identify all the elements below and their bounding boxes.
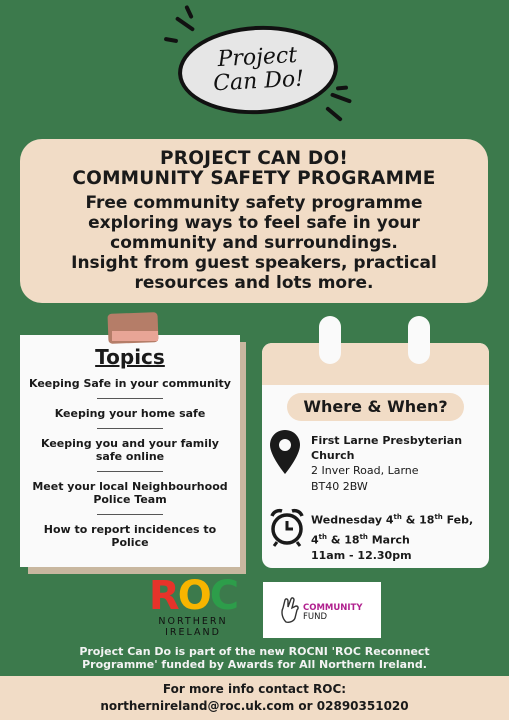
logo-line1: Project: [216, 42, 298, 73]
topics-title: Topics: [95, 345, 165, 369]
topic-divider: [97, 398, 163, 399]
venue-address: [311, 463, 481, 495]
topic-item: Keeping your home safe: [54, 407, 206, 420]
logo-line2: Can Do!: [212, 66, 305, 97]
topic-divider: [97, 471, 163, 472]
programme-description: [20, 193, 488, 293]
contact-details[interactable]: northernireland@roc.uk.com or 02890351020: [100, 699, 409, 713]
title-line1: PROJECT CAN DO!: [159, 148, 349, 169]
calendar-header: [262, 343, 489, 385]
community-fund-text: [303, 604, 363, 622]
topics-note: [20, 335, 240, 567]
session-time: 11am - 12.30pm: [311, 549, 412, 563]
desc-line5: resources and lots more.: [134, 273, 374, 293]
topic-item: Meet your local Neighbourhood Police Team: [32, 480, 228, 506]
desc-line3: community and surroundings.: [110, 233, 398, 253]
venue-line2: Church: [311, 449, 355, 462]
community-fund-logo: [263, 582, 381, 638]
dates-line1: Wednesday 4th & 18th Feb,: [311, 513, 474, 527]
address-line1: 2 Inver Road, Larne: [311, 464, 419, 477]
tape-highlight: [112, 331, 158, 341]
cf-line2: FUND: [303, 612, 328, 622]
topic-divider: [97, 514, 163, 515]
roc-letters: ROC: [148, 573, 238, 619]
desc-line1: Free community safety programme: [85, 193, 423, 213]
roc-subtitle-line2: IRELAND: [165, 627, 221, 638]
topic-item: Keeping Safe in your community: [29, 377, 231, 390]
desc-line2: exploring ways to feel safe in your: [88, 213, 420, 233]
note-line2: Programme' funded by Awards for All Northern Ireland.: [82, 658, 427, 671]
project-can-do-logo: [160, 8, 350, 123]
calendar-ring: [319, 316, 341, 364]
calendar-ring: [408, 316, 430, 364]
session-dates: [311, 509, 491, 564]
alarm-clock-icon: [268, 507, 306, 547]
crossed-fingers-icon: [277, 596, 303, 624]
cf-line1: COMMUNITY: [303, 603, 363, 613]
dates-line2: 4th & 18th March: [311, 532, 410, 547]
roc-logo: [143, 573, 243, 644]
title-line2: COMMUNITY SAFETY PROGRAMME: [72, 168, 436, 189]
venue-line1: First Larne Presbyterian: [311, 434, 463, 447]
address-line2: BT40 2BW: [311, 480, 368, 493]
contact-heading: For more info contact ROC:: [162, 682, 347, 696]
topic-divider: [97, 428, 163, 429]
desc-line4: Insight from guest speakers, practical: [71, 253, 437, 273]
header-card: [20, 139, 488, 303]
contact-footer: [0, 676, 509, 720]
programme-note: [0, 645, 509, 671]
venue-name: [311, 433, 481, 463]
topic-item: How to report incidences to Police: [43, 523, 217, 549]
note-line1: Project Can Do is part of the new ROCNI 'ROC Reconnect: [79, 645, 430, 658]
where-when-title: Where & When?: [287, 393, 464, 421]
topic-item: Keeping you and your family safe online: [41, 437, 219, 463]
location-pin-icon: [268, 428, 302, 476]
logo-oval: [176, 22, 340, 118]
page-title: [20, 149, 488, 189]
roc-subtitle-line1: NORTHERN: [158, 616, 228, 627]
